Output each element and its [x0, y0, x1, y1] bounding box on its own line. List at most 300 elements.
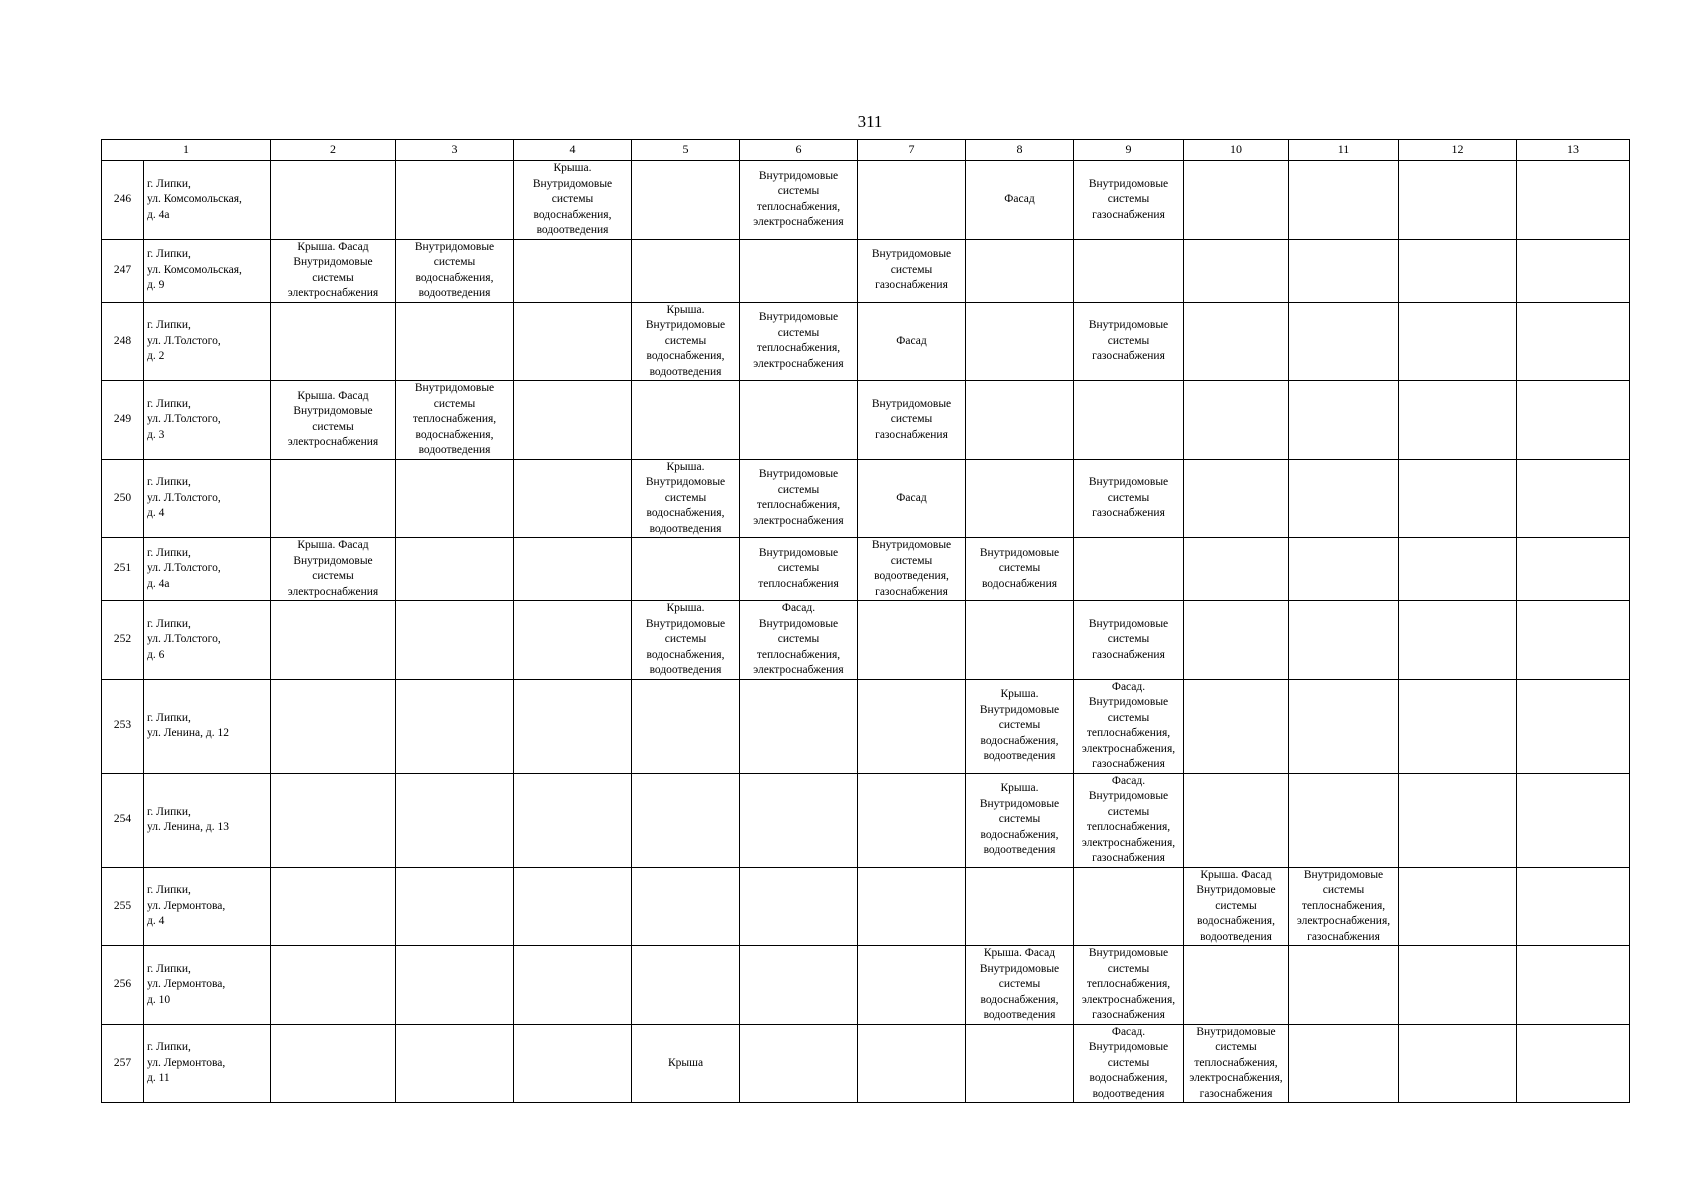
cell-line: Крыша. [666, 602, 705, 614]
cell-line: Крыша. Фасад [297, 539, 369, 551]
work-cell-col-3 [396, 773, 514, 867]
row-number: 251 [102, 538, 144, 601]
work-cell-col-9 [1074, 302, 1184, 381]
work-cell-col-11 [1289, 601, 1399, 680]
cell-line: Внутридомовые [1088, 696, 1169, 708]
cell-line: Внутридомовые [1088, 947, 1169, 959]
cell-line: водоотведения [418, 287, 491, 299]
work-cell-col-7 [858, 1024, 966, 1103]
cell-line: г. Липки, [147, 962, 191, 975]
cell-line: ул. Л.Толстого, [147, 562, 221, 575]
cell-line: теплоснабжения, [1086, 727, 1171, 739]
cell-line: д. 2 [147, 350, 165, 362]
cell-line: электроснабжения [287, 287, 379, 299]
cell-line: водоснабжения, [980, 828, 1059, 841]
cell-line: водоотведения [649, 522, 722, 535]
cell-line: системы [777, 483, 820, 496]
cell-line: Внутридомовые [871, 539, 952, 551]
cell-line: Внутридомовые [979, 962, 1060, 975]
work-cell-col-13 [1517, 459, 1630, 538]
cell-line: теплоснабжения, [756, 499, 841, 512]
work-cell-col-7 [858, 679, 966, 773]
cell-line: водоснабжения, [1197, 915, 1275, 927]
cell-line: системы [890, 554, 933, 567]
work-cell-col-12 [1399, 459, 1517, 538]
cell-line: Внутридомовые [979, 703, 1060, 716]
cell-line: электроснабжения [753, 216, 844, 229]
work-cell-col-10 [1184, 381, 1289, 460]
work-cell-col-9 [1074, 867, 1184, 946]
row-number: 247 [102, 239, 144, 302]
cell-line: системы [664, 491, 707, 504]
cell-line: системы [312, 271, 354, 284]
work-cell-col-4 [514, 459, 632, 538]
cell-line: Крыша. Фасад [1200, 868, 1272, 881]
work-cell-col-9 [1074, 239, 1184, 302]
cell-line: газоснабжения [1092, 507, 1165, 519]
work-cell-col-4 [514, 302, 632, 381]
cell-line: д. 4 [147, 507, 165, 519]
work-cell-col-5 [632, 773, 740, 867]
cell-line: теплоснабжения, [756, 342, 841, 355]
cell-line: газоснабжения [1092, 758, 1165, 770]
address-cell [144, 381, 271, 460]
cell-line: газоснабжения [1092, 852, 1165, 864]
work-cell-col-9 [1074, 601, 1184, 680]
address-cell [144, 601, 271, 680]
cell-line: газоснабжения [1092, 1009, 1165, 1021]
work-cell-col-12 [1399, 538, 1517, 601]
work-cell-col-4 [514, 679, 632, 773]
address-cell [144, 1024, 271, 1103]
work-cell-col-5 [632, 1024, 740, 1103]
address-cell [144, 773, 271, 867]
work-cell-col-12 [1399, 302, 1517, 381]
work-cell-col-8 [966, 679, 1074, 773]
cell-line: системы [664, 633, 707, 645]
work-cell-col-12 [1399, 946, 1517, 1025]
work-cell-col-13 [1517, 381, 1630, 460]
work-cell-col-8 [966, 538, 1074, 601]
work-cell-col-9 [1074, 161, 1184, 240]
work-cell-col-7 [858, 381, 966, 460]
cell-line: газоснабжения [875, 585, 948, 598]
cell-line: Внутридомовые [758, 468, 839, 481]
page-number: 311 [857, 112, 883, 131]
cell-line: ул. Л.Толстого, [147, 334, 221, 347]
address-cell [144, 459, 271, 538]
cell-line: водоснабжения, [646, 507, 725, 519]
cell-line: г. Липки, [147, 546, 191, 559]
work-cell-col-2 [271, 239, 396, 302]
cell-line: водоотведения [983, 1009, 1056, 1021]
cell-line: Внутридомовые [758, 617, 839, 630]
work-cell-col-6 [740, 161, 858, 240]
cell-line: газоснабжения [875, 428, 948, 441]
work-cell-col-6 [740, 538, 858, 601]
work-cell-col-6 [740, 679, 858, 773]
work-cell-col-10 [1184, 459, 1289, 538]
cell-line: д. 6 [147, 648, 165, 661]
cell-line: системы [777, 633, 820, 645]
cell-line: Внутридомовые [1088, 476, 1169, 488]
table-row [102, 459, 1630, 538]
work-cell-col-8 [966, 946, 1074, 1025]
work-cell-col-9 [1074, 946, 1184, 1025]
work-cell-col-5 [632, 601, 740, 680]
cell-line: Крыша. [666, 460, 705, 473]
cell-line: д. 4а [147, 577, 170, 590]
cell-line: теплоснабжения, [756, 200, 841, 213]
work-cell-col-5 [632, 867, 740, 946]
cell-line: Внутридомовые [1088, 790, 1169, 802]
row-number: 249 [102, 381, 144, 460]
work-cell-col-9 [1074, 679, 1184, 773]
work-cell-col-8 [966, 459, 1074, 538]
cell-line: электроснабжения, [1296, 915, 1391, 927]
work-cell-col-3 [396, 1024, 514, 1103]
work-cell-col-12 [1399, 161, 1517, 240]
work-cell-col-4 [514, 773, 632, 867]
work-cell-col-4 [514, 239, 632, 302]
address-cell [144, 679, 271, 773]
cell-line: теплоснабжения, [412, 413, 497, 425]
work-cell-col-7 [858, 302, 966, 381]
table-row [102, 302, 1630, 381]
work-cell-col-4 [514, 601, 632, 680]
cell-line: системы [312, 570, 354, 582]
row-number: 253 [102, 679, 144, 773]
cell-line: электроснабжения [287, 585, 379, 598]
table-row [102, 773, 1630, 867]
work-cell-col-11 [1289, 239, 1399, 302]
work-cell-col-10 [1184, 302, 1289, 381]
cell-line: Внутридомовые [871, 397, 952, 410]
table-row [102, 538, 1630, 601]
work-cell-col-10 [1184, 601, 1289, 680]
work-cell-col-10 [1184, 679, 1289, 773]
cell-line: г. Липки, [147, 177, 191, 190]
work-cell-col-6 [740, 302, 858, 381]
work-cell-col-6 [740, 946, 858, 1025]
work-cell-col-13 [1517, 679, 1630, 773]
table-row [102, 679, 1630, 773]
row-number: 257 [102, 1024, 144, 1103]
work-cell-col-12 [1399, 679, 1517, 773]
cell-line: водоснабжения, [980, 993, 1059, 1006]
work-cell-col-9 [1074, 538, 1184, 601]
cell-line: д. 4а [147, 208, 170, 221]
column-header-13: 13 [1517, 140, 1630, 161]
cell-line: г. Липки, [147, 319, 191, 331]
work-cell-col-10 [1184, 867, 1289, 946]
table-body [102, 161, 1630, 1103]
cell-line: Крыша. Фасад [297, 389, 369, 402]
cell-line: д. 10 [147, 993, 171, 1006]
work-cell-col-2 [271, 161, 396, 240]
work-cell-col-8 [966, 773, 1074, 867]
work-cell-col-11 [1289, 459, 1399, 538]
column-header-10: 10 [1184, 140, 1289, 161]
column-header-5: 5 [632, 140, 740, 161]
work-cell-col-13 [1517, 1024, 1630, 1103]
cell-line: Внутридомовые [758, 546, 839, 559]
work-cell-col-3 [396, 601, 514, 680]
work-cell-col-8 [966, 239, 1074, 302]
row-number: 254 [102, 773, 144, 867]
cell-line: газоснабжения [875, 279, 948, 292]
table-row [102, 601, 1630, 680]
row-number: 252 [102, 601, 144, 680]
cell-line: г. Липки, [147, 711, 191, 724]
cell-line: водоотведения, [874, 570, 949, 582]
cell-line: Внутридомовые [645, 319, 726, 331]
column-header-7: 7 [858, 140, 966, 161]
cell-line: системы [998, 719, 1041, 732]
cell-line: Внутридомовые [293, 405, 373, 418]
cell-line: системы [998, 813, 1041, 826]
table-header [102, 140, 1630, 161]
work-cell-col-3 [396, 161, 514, 240]
cell-line: Внутридомовые [758, 311, 839, 324]
cell-line: водоснабжения, [533, 208, 612, 221]
cell-line: Внутридомовые [1088, 1041, 1169, 1053]
column-header-12: 12 [1399, 140, 1517, 161]
cell-line: д. 11 [147, 1072, 170, 1084]
cell-line: ул. Л.Толстого, [147, 633, 221, 645]
cell-line: водоснабжения, [646, 648, 725, 661]
cell-line: Внутридомовые [979, 797, 1060, 810]
work-cell-col-12 [1399, 381, 1517, 460]
cell-line: Крыша. Фасад [983, 947, 1056, 959]
column-header-2: 2 [271, 140, 396, 161]
table-row [102, 867, 1630, 946]
cell-line: теплоснабжения [758, 577, 839, 590]
cell-line: г. Липки, [147, 805, 191, 818]
cell-line: водоотведения [1200, 930, 1272, 943]
cell-line: системы [890, 413, 933, 425]
cell-line: Внутридомовые [293, 256, 373, 268]
cell-line: ул. Лермонтова, [147, 978, 226, 990]
work-cell-col-5 [632, 381, 740, 460]
cell-line: г. Липки, [147, 397, 191, 410]
work-cell-col-6 [740, 773, 858, 867]
work-cell-col-7 [858, 161, 966, 240]
work-cell-col-8 [966, 867, 1074, 946]
work-cell-col-4 [514, 538, 632, 601]
work-cell-col-5 [632, 459, 740, 538]
cell-line: д. 3 [147, 428, 165, 441]
column-header-4: 4 [514, 140, 632, 161]
work-cell-col-3 [396, 381, 514, 460]
cell-line: системы [1215, 899, 1257, 912]
work-cell-col-11 [1289, 1024, 1399, 1103]
cell-line: системы [1107, 962, 1150, 975]
cell-line: ул. Комсомольская, [147, 193, 242, 205]
cell-line: газоснабжения [1092, 208, 1165, 221]
work-cell-col-12 [1399, 773, 1517, 867]
work-cell-col-6 [740, 601, 858, 680]
work-cell-col-10 [1184, 946, 1289, 1025]
work-cell-col-5 [632, 239, 740, 302]
column-header-1: 1 [102, 140, 271, 161]
cell-line: электроснабжения, [1081, 993, 1176, 1006]
table-row [102, 1024, 1630, 1103]
work-cell-col-7 [858, 538, 966, 601]
address-cell [144, 161, 271, 240]
cell-line: Внутридомовые [645, 476, 726, 488]
cell-line: теплоснабжения, [1194, 1056, 1278, 1069]
work-cell-col-11 [1289, 679, 1399, 773]
work-cell-col-13 [1517, 867, 1630, 946]
cell-line: газоснабжения [1092, 648, 1165, 661]
cell-line: системы [551, 193, 594, 205]
column-header-9: 9 [1074, 140, 1184, 161]
cell-line: водоотведения [418, 444, 491, 456]
address-cell [144, 239, 271, 302]
work-cell-col-3 [396, 679, 514, 773]
work-cell-col-2 [271, 679, 396, 773]
cell-line: электроснабжения [753, 357, 844, 370]
cell-line: Внутридомовые [758, 169, 839, 182]
cell-line: г. Липки, [147, 884, 191, 896]
work-cell-col-5 [632, 946, 740, 1025]
work-cell-col-2 [271, 459, 396, 538]
cell-line: Фасад. [1111, 680, 1146, 693]
cell-line: электроснабжения [287, 436, 379, 449]
cell-line: д. 4 [147, 915, 165, 927]
work-cell-col-6 [740, 867, 858, 946]
cell-line: системы [433, 397, 476, 410]
cell-line: Внутридомовые [1088, 617, 1169, 630]
work-cell-col-4 [514, 161, 632, 240]
work-cell-col-3 [396, 239, 514, 302]
work-cell-col-4 [514, 867, 632, 946]
cell-line: водоснабжения, [1089, 1072, 1168, 1084]
cell-line: Фасад. [1111, 774, 1146, 787]
work-cell-col-3 [396, 946, 514, 1025]
cell-line: системы [1107, 805, 1150, 818]
work-cell-col-11 [1289, 302, 1399, 381]
work-cell-col-13 [1517, 601, 1630, 680]
cell-line: системы [312, 420, 354, 433]
cell-line: г. Липки, [147, 248, 191, 261]
work-cell-col-3 [396, 459, 514, 538]
work-cell-col-13 [1517, 946, 1630, 1025]
cell-line: газоснабжения [1307, 930, 1380, 943]
address-cell [144, 946, 271, 1025]
work-cell-col-8 [966, 1024, 1074, 1103]
cell-line: г. Липки, [147, 1041, 191, 1053]
work-cell-col-12 [1399, 867, 1517, 946]
cell-line: Внутридомовые [532, 177, 613, 190]
work-cell-col-5 [632, 161, 740, 240]
work-cell-col-6 [740, 1024, 858, 1103]
cell-line: системы [1107, 711, 1150, 724]
cell-line: системы [777, 326, 820, 339]
table-row [102, 946, 1630, 1025]
work-cell-col-5 [632, 302, 740, 381]
work-cell-col-12 [1399, 1024, 1517, 1103]
work-cell-col-2 [271, 773, 396, 867]
work-cell-col-10 [1184, 773, 1289, 867]
cell-line: г. Липки, [147, 476, 191, 488]
work-cell-col-4 [514, 1024, 632, 1103]
work-cell-col-12 [1399, 239, 1517, 302]
work-cell-col-4 [514, 946, 632, 1025]
cell-line: электроснабжения [753, 514, 844, 527]
work-cell-col-6 [740, 381, 858, 460]
cell-line: теплоснабжения, [1301, 899, 1386, 912]
cell-line: водоснабжения, [415, 428, 494, 441]
work-cell-col-13 [1517, 239, 1630, 302]
work-cell-col-7 [858, 459, 966, 538]
work-cell-col-11 [1289, 538, 1399, 601]
cell-line: Крыша. [1000, 688, 1039, 701]
work-cell-col-2 [271, 381, 396, 460]
cell-line: ул. Ленина, д. 13 [147, 821, 229, 833]
cell-line: водоотведения [1092, 1087, 1165, 1100]
cell-line: теплоснабжения, [1086, 821, 1171, 833]
cell-line: системы [777, 185, 820, 198]
cell-line: Фасад. [781, 602, 816, 614]
work-cell-col-6 [740, 239, 858, 302]
address-cell [144, 867, 271, 946]
cell-line: системы [777, 562, 820, 575]
cell-line: ул. Л.Толстого, [147, 491, 221, 504]
cell-line: водоотведения [983, 750, 1056, 763]
cell-line: Внутридомовые [293, 554, 373, 567]
work-cell-col-2 [271, 867, 396, 946]
cell-line: электроснабжения [753, 664, 844, 676]
address-cell [144, 302, 271, 381]
work-cell-col-7 [858, 601, 966, 680]
cell-line: д. 9 [147, 279, 165, 292]
work-cell-col-10 [1184, 161, 1289, 240]
work-cell-col-3 [396, 867, 514, 946]
work-cell-col-7 [858, 773, 966, 867]
cell-line: водоотведения [983, 844, 1056, 857]
work-cell-col-8 [966, 601, 1074, 680]
work-cell-col-13 [1517, 161, 1630, 240]
cell-line: Внутридомовые [414, 382, 495, 394]
work-cell-col-11 [1289, 946, 1399, 1025]
cell-line: ул. Л.Толстого, [147, 413, 221, 425]
cell-line: электроснабжения, [1189, 1072, 1283, 1084]
work-cell-col-12 [1399, 601, 1517, 680]
column-number-row [102, 140, 1630, 161]
cell-line: системы [1107, 334, 1150, 347]
column-header-11: 11 [1289, 140, 1399, 161]
cell-line: Фасад [896, 334, 927, 347]
work-cell-col-13 [1517, 538, 1630, 601]
cell-line: электроснабжения, [1081, 742, 1176, 755]
work-cell-col-2 [271, 946, 396, 1025]
work-cell-col-2 [271, 538, 396, 601]
cell-line: Крыша [667, 1056, 704, 1069]
cell-line: водоотведения [536, 224, 609, 236]
work-cell-col-9 [1074, 773, 1184, 867]
work-cell-col-2 [271, 601, 396, 680]
cell-line: газоснабжения [1199, 1087, 1273, 1100]
work-cell-col-13 [1517, 773, 1630, 867]
cell-line: системы [998, 978, 1041, 990]
work-cell-col-8 [966, 161, 1074, 240]
cell-line: Внутридомовые [979, 546, 1060, 559]
cell-line: Внутридомовые [871, 248, 952, 261]
work-cell-col-13 [1517, 302, 1630, 381]
cell-line: Внутридомовые [414, 240, 495, 253]
